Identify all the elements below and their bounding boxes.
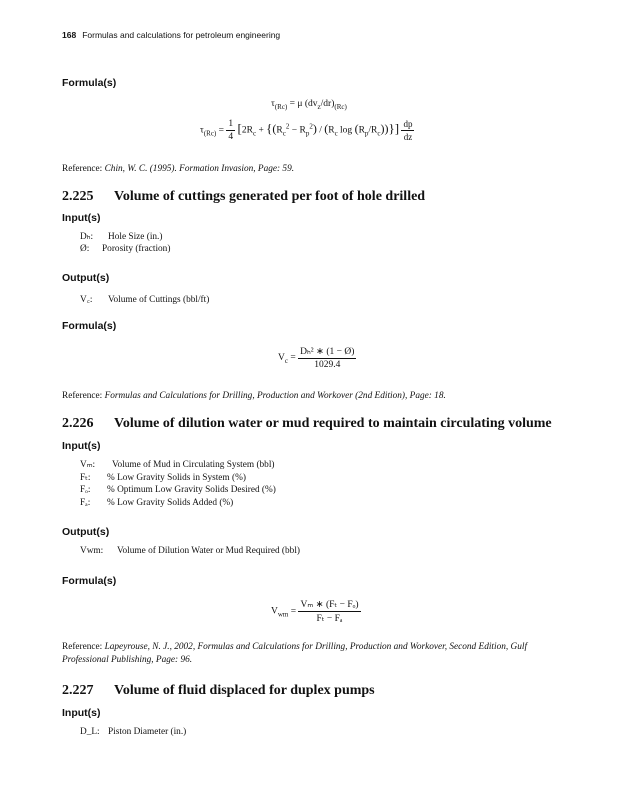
- input-item: Dₕ: Hole Size (in.): [80, 232, 163, 242]
- formula-heading: Formula(s): [62, 575, 117, 587]
- inputs-heading: Input(s): [62, 707, 101, 719]
- section-heading-2226: 2.226 Volume of dilution water or mud required to maintain circulating volume: [62, 416, 552, 431]
- running-header: [62, 30, 280, 40]
- formula-heading: Formula(s): [62, 320, 117, 332]
- outputs-heading: Output(s): [62, 526, 110, 538]
- reference-formulas-calculations: Reference: Formulas and Calculations for Drilling, Production and Workover (2nd Edition), Page: 18.: [62, 391, 446, 401]
- input-item: Fₐ: % Low Gravity Solids Added (%): [80, 498, 234, 508]
- running-title: Formulas and calculations for petroleum engineering: [82, 30, 281, 40]
- formula-cuttings-volume: $V_c$ = $\frac{\text{Dₕ² ∗ (1 − Ø)}}{1029.4}$: [278, 347, 355, 370]
- section-heading-2227: 2.227 Volume of fluid displaced for duplex pumps: [62, 683, 375, 698]
- section-heading-2225: 2.225 Volume of cuttings generated per foot of hole drilled: [62, 189, 426, 204]
- input-item: Fₒ: % Optimum Low Gravity Solids Desired (%): [80, 485, 276, 495]
- reference-lapeyrouse: Reference: Lapeyrouse, N. J., 2002, Formulas and Calculations for Drilling, Production and Workover, Second Edition, Gulf Professional Publishing, Page: 96.: [62, 642, 528, 665]
- output-item: Vwm: Volume of Dilution Water or Mud Required (bbl): [80, 546, 301, 556]
- outputs-heading: Output(s): [62, 272, 110, 284]
- input-item: Ø: Porosity (fraction): [80, 244, 171, 254]
- reference-chin: Reference: Chin, W. C. (1995). Formation Invasion, Page: 59.: [62, 164, 295, 174]
- input-item: Fₜ: % Low Gravity Solids in System (%): [80, 473, 246, 483]
- formula-shear-stress-1: $\tau_{(Rc)} = \mu$ $(dv_z/dr)_{(Rc)}$: [271, 99, 347, 111]
- inputs-heading: Input(s): [62, 440, 101, 452]
- inputs-heading: Input(s): [62, 212, 101, 224]
- formula-heading: Formula(s): [62, 77, 117, 89]
- formula-shear-stress-2: $\tau_{(Rc)}$ = $\frac{1}{4}$ [$2R_c + \{(R_c^2 - R_p^2) / (R_c$ $\log (R_p/R_c)$)}] $\frac{dp}{dz}$: [200, 119, 413, 142]
- input-item: Vₘ: Volume of Mud in Circulating System (bbl): [80, 460, 275, 470]
- page-number: 168: [62, 30, 77, 40]
- input-item: D_L: Piston Diameter (in.): [80, 727, 187, 737]
- formula-dilution-volume: $V_{wm}$ = $\frac{\text{Vₘ ∗ (Fₜ − Fₒ)}}{\text{Fₜ − Fₐ}}$: [271, 600, 359, 624]
- output-item: V꜀: Volume of Cuttings (bbl/ft): [80, 295, 210, 305]
